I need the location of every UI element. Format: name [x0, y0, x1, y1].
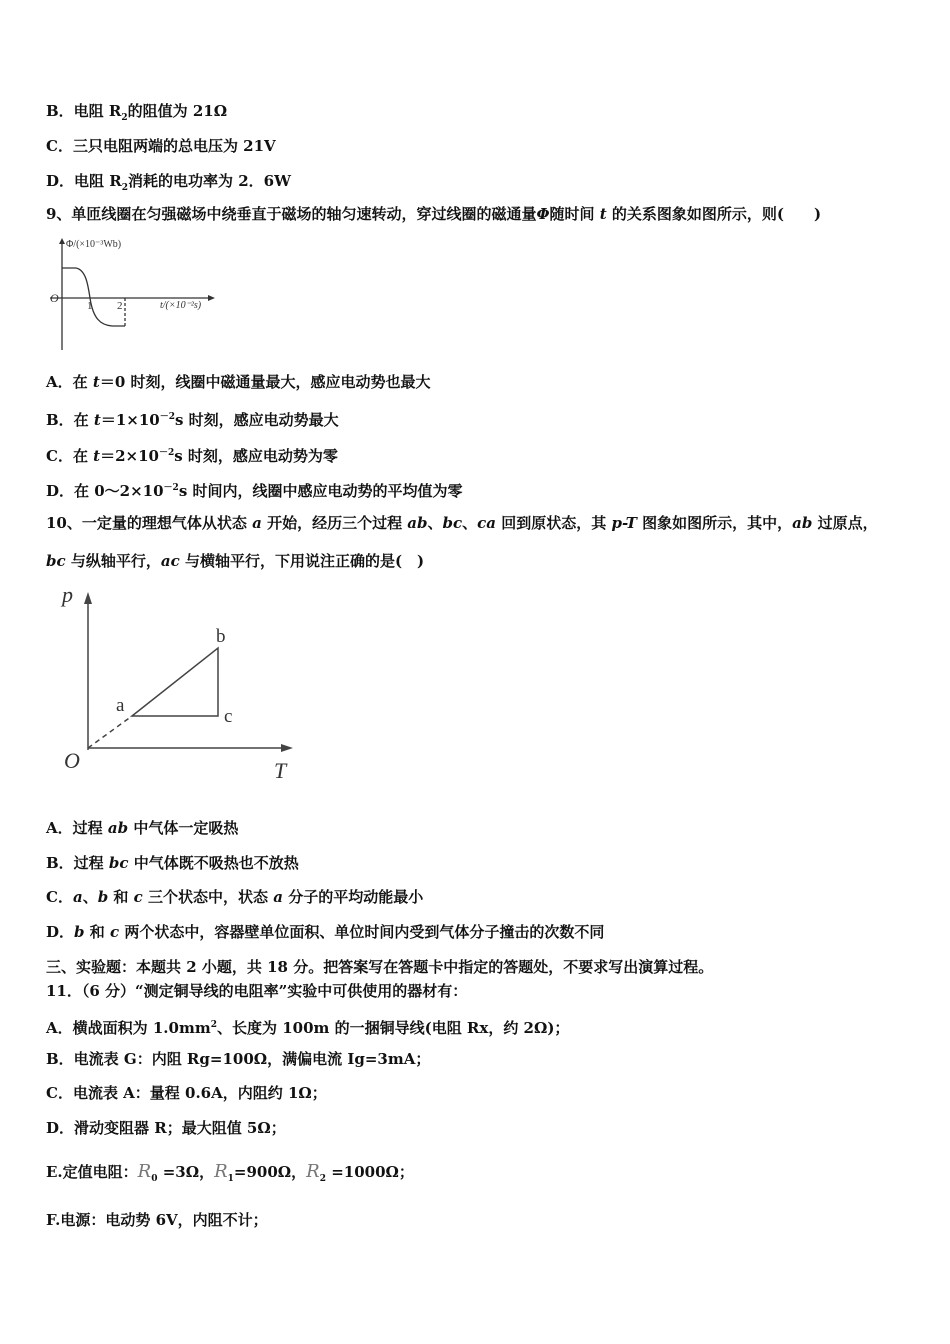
origin-label: O	[50, 291, 59, 305]
text-segment: B．电阻 R	[46, 102, 122, 120]
text-segment: =3Ω，	[157, 1163, 215, 1181]
text-segment: R	[137, 1161, 152, 1182]
text-segment: c	[133, 888, 143, 906]
text-segment: t	[599, 205, 607, 223]
text-segment: ＝2×10	[100, 447, 159, 465]
text-segment: 9、单匝线圈在匀强磁场中绕垂直于磁场的轴匀速转动，穿过线圈的磁通量	[46, 205, 537, 223]
text-segment: C．电流表 A：量程 0.6A，内阻约 1Ω；	[46, 1084, 327, 1102]
tick-label: 1	[87, 300, 93, 312]
text-segment: 2	[210, 1020, 217, 1030]
cycle-triangle	[132, 648, 218, 716]
text-segment: 2	[121, 183, 128, 193]
text-segment: 2	[121, 113, 128, 123]
text-segment: C．三只电阻两端的总电压为 21V	[46, 137, 276, 155]
point-b-label: b	[216, 626, 226, 647]
text-segment: t	[93, 447, 101, 465]
p-T-graph	[60, 582, 293, 783]
text-segment: F.电源：电动势 6V，内阻不计；	[46, 1211, 268, 1229]
text-segment: A．过程	[46, 819, 108, 837]
text-segment: p-T	[611, 514, 637, 532]
text-segment: 和	[84, 923, 110, 941]
text-segment: 开始，经历三个过程	[261, 514, 408, 532]
text-segment: ab	[407, 514, 428, 532]
text-segment: 与横轴平行，下用说注正确的是( )	[179, 552, 425, 570]
text-segment: a	[252, 514, 262, 532]
text-segment: =1000Ω；	[325, 1163, 414, 1181]
text-segment: D．在 0～2×10	[46, 482, 164, 500]
text-segment: 两个状态中，容器壁单位面积、单位时间内受到气体分子撞击的次数不同	[119, 923, 605, 941]
text-segment: 与纵轴平行，	[65, 552, 161, 570]
point-c-label: c	[224, 706, 233, 727]
text-segment: 、	[462, 514, 478, 532]
text-segment: 中气体一定吸热	[128, 819, 239, 837]
text-segment: C．在	[46, 447, 94, 465]
text-segment: 回到原状态，其	[496, 514, 612, 532]
text-segment: 随时间	[549, 205, 600, 223]
text-segment: －2	[163, 483, 179, 493]
text-segment: c	[109, 923, 120, 941]
text-segment: 的阻值为 21Ω	[127, 102, 228, 120]
text-segment: ＝1×10	[100, 411, 160, 429]
tick-label: 2	[117, 300, 123, 312]
text-segment: 分子的平均动能最小	[282, 888, 424, 906]
T-label: T	[274, 758, 287, 783]
text-segment: B．电流表 G：内阻 Rg=100Ω，满偏电流 Ig=3mA；	[46, 1050, 431, 1068]
text-segment: b	[74, 923, 85, 941]
y-axis-label: Φ/(×10⁻³Wb)	[66, 239, 122, 250]
text-segment: ab	[107, 819, 129, 837]
text-segment: 、	[427, 514, 443, 532]
text-segment: 11．（6 分）“测定铜导线的电阻率”实验中可供使用的器材有：	[46, 982, 468, 1000]
text-segment: 中气体既不吸热也不放热	[128, 854, 299, 872]
text-segment: 消耗的电功率为 2．6W	[127, 172, 291, 190]
text-segment: D．滑动变阻器 R；最大阻值 5Ω；	[46, 1119, 286, 1137]
text-segment: t	[93, 411, 101, 429]
text-segment: 三、实验题：本题共 2 小题，共 18 分。把答案写在答题卡中指定的答题处，不要求写出演算过程。	[46, 958, 714, 976]
text-segment: 2	[319, 1174, 326, 1184]
x-axis-label: t/(×10⁻²s)	[160, 300, 202, 311]
text-segment: －2	[159, 412, 175, 422]
text-segment: 的关系图象如图所示，则( )	[606, 205, 822, 223]
text-segment: =900Ω，	[233, 1163, 307, 1181]
text-segment: ＝0 时刻，线圈中磁通量最大，感应电动势也最大	[99, 373, 431, 391]
text-segment: s 时间内，线圈中感应电动势的平均值为零	[178, 482, 463, 500]
text-segment: A．横战面积为 1.0mm	[46, 1019, 211, 1037]
text-segment: ac	[160, 552, 180, 570]
text-segment: s 时刻，感应电动势最大	[175, 411, 339, 429]
text-segment: s 时刻，感应电动势为零	[174, 447, 338, 465]
text-segment: 和	[108, 888, 134, 906]
point-a-label: a	[116, 695, 125, 716]
text-segment: bc	[108, 854, 129, 872]
text-segment: 、	[82, 888, 98, 906]
text-segment: 10、一定量的理想气体从状态	[46, 514, 253, 532]
text-segment: 三个状态中，状态	[142, 888, 274, 906]
text-segment: C．	[46, 888, 73, 906]
origin-label: O	[64, 748, 80, 773]
text-segment: 1	[227, 1174, 234, 1184]
text-segment: b	[97, 888, 109, 906]
extension-dashed	[88, 716, 132, 748]
text-segment: E.定值电阻：	[46, 1163, 138, 1181]
text-segment: R	[214, 1161, 228, 1182]
text-segment: ca	[477, 514, 497, 532]
text-segment: ab	[792, 514, 813, 532]
text-segment: B．过程	[46, 854, 109, 872]
text-segment: A．在	[46, 373, 93, 391]
text-segment: B．在	[46, 411, 94, 429]
flux-curve	[62, 268, 125, 326]
text-segment: －2	[159, 448, 175, 458]
text-segment: a	[273, 888, 283, 906]
text-segment: D．电阻 R	[46, 172, 122, 190]
p-label: p	[62, 582, 73, 607]
text-segment: 、长度为 100m 的一捆铜导线(电阻 Rx，约 2Ω)；	[216, 1019, 570, 1037]
text-segment: R	[306, 1161, 320, 1182]
text-segment: 0	[151, 1174, 158, 1184]
text-segment: Φ	[536, 205, 550, 223]
text-segment: t	[92, 373, 100, 391]
text-segment: bc	[46, 552, 66, 570]
text-segment: bc	[442, 514, 463, 532]
text-segment: a	[72, 888, 83, 906]
text-segment: 图象如图所示，其中，	[636, 514, 793, 532]
text-segment: 过原点，	[812, 514, 878, 532]
text-segment: D．	[46, 923, 75, 941]
